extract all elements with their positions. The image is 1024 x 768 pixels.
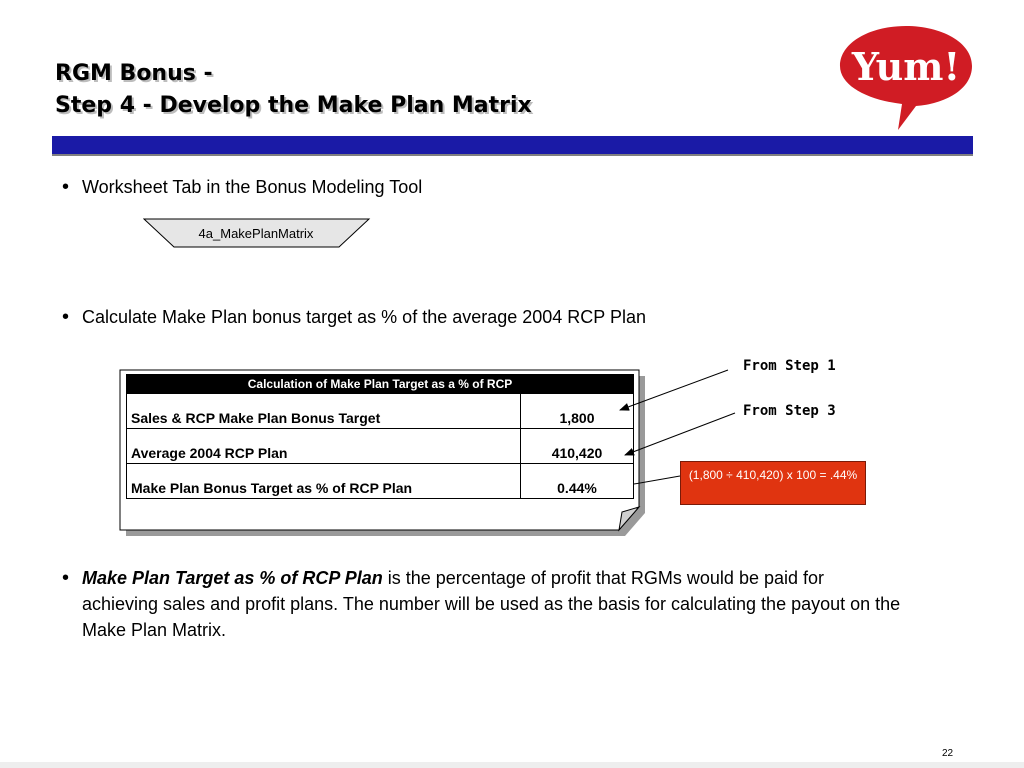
bullet-dot: • xyxy=(62,176,70,198)
page-number: 22 xyxy=(942,748,954,759)
bullet-text: Worksheet Tab in the Bonus Modeling Tool xyxy=(82,177,423,197)
row-value: 410,420 xyxy=(521,429,634,464)
row-label: Average 2004 RCP Plan xyxy=(127,429,521,464)
formula-callout: (1,800 ÷ 410,420) x 100 = .44% xyxy=(680,461,866,505)
callout-from-step-1: From Step 1 xyxy=(743,358,836,374)
callout-from-step-3: From Step 3 xyxy=(743,403,836,419)
row-value: 0.44% xyxy=(521,464,634,499)
bullet-text: Calculate Make Plan bonus target as % of the average 2004 RCP Plan xyxy=(82,307,647,327)
bullet-dot: • xyxy=(62,567,70,589)
arrow-from-step-3 xyxy=(625,413,735,455)
row-label: Sales & RCP Make Plan Bonus Target xyxy=(127,394,521,429)
bullet-text xyxy=(62,565,902,643)
row-value: 1,800 xyxy=(521,394,634,429)
bullet-dot: • xyxy=(62,306,70,328)
slide-title-line-1: RGM Bonus - xyxy=(55,61,213,86)
footer-band xyxy=(0,762,1024,768)
arrow-from-step-1 xyxy=(620,370,728,410)
row-label: Make Plan Bonus Target as % of RCP Plan xyxy=(127,464,521,499)
bullet-make-plan-target xyxy=(62,565,902,643)
bullet-body: is the percentage of profit that RGMs would be paid for achieving sales and profit plans. The number will be used as the basis for calculating the payout on the Make Plan Matrix. xyxy=(82,568,901,640)
formula-connector xyxy=(634,476,680,484)
logo-text: Yum! xyxy=(851,44,961,89)
worksheet-tab-label: 4a_MakePlanMatrix xyxy=(198,226,314,241)
bullet-emphasis: Make Plan Target as % of RCP Plan xyxy=(82,568,383,588)
calc-table-header: Calculation of Make Plan Target as a % of RCP xyxy=(127,375,634,394)
slide-title-line-2: Step 4 - Develop the Make Plan Matrix xyxy=(55,93,532,118)
